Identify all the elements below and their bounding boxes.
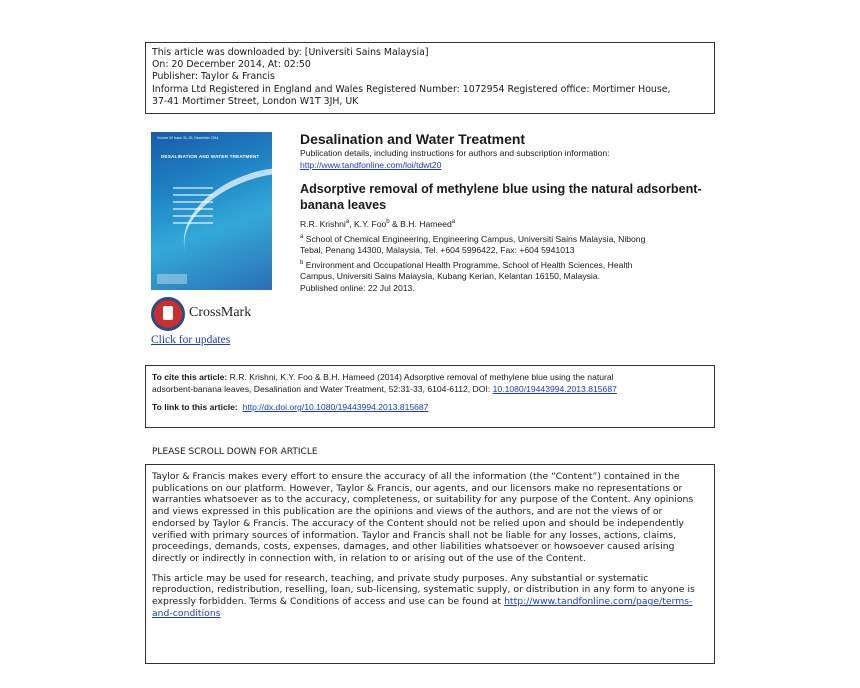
crossmark-icon <box>151 297 185 331</box>
cite-text: To cite this article: R.R. Krishni, K.Y. Foo & B.H. Hameed (2014) Adsorptive removal of methylene blue using the natural adsorbent-banana leaves, Desalination and Water Treatment, 52:31-33, 6104-6112, DOI: 10.1080/19443994.2013.815687 <box>152 372 617 394</box>
disclaimer-paragraph: Taylor & Francis makes every effort to ensure the accuracy of all the information (the “Content”) contained in the publications on our platform. However, Taylor & Francis, our agents, and our licensors make no representations or warranties whatsoever as to the accuracy, completeness, or suitability for any purpose of the Content. Any opinions and views expressed in this publication are the opinions and views of the authors, and are not the views of or endorsed by Taylor & Francis. The accuracy of the Content should not be relied upon and should be independently verified with primary sources of information. Taylor and Francis shall not be liable for any losses, actions, claims, proceedings, demands, costs, expenses, damages, and other liabilities whatsoever or howsoever caused arising directly or indirectly in connection with, in relation to or arising out of the use of the Content. <box>152 471 694 564</box>
cover-publisher-logo <box>157 274 187 284</box>
address-text: 37-41 Mortimer Street, London W1T 3JH, UK <box>152 95 359 107</box>
journal-header <box>300 130 710 294</box>
citation-box <box>145 365 715 428</box>
terms-conditions-link[interactable]: http://www.tandfonline.com/page/terms-and-conditions <box>152 596 693 619</box>
disclaimer-box <box>145 464 715 664</box>
downloaded-by-text: This article was downloaded by: [Universiti Sains Malaysia] <box>152 47 429 58</box>
published-online-text: Published online: 22 Jul 2013. <box>300 282 415 293</box>
download-info-box <box>145 42 715 114</box>
cover-volume-text: Volume 52 Issue 31–33, December 2014 <box>157 136 219 140</box>
journal-url-link[interactable]: http://www.tandfonline.com/loi/tdwt20 <box>300 159 442 170</box>
author-list: R.R. Krishni$^a$, K.Y. Foo$^b$ & B.H. Hameed$^a$ <box>300 219 456 229</box>
publisher-text: Publisher: Taylor & Francis <box>152 71 275 83</box>
journal-title: Desalination and Water Treatment <box>300 131 526 147</box>
cover-contents-lines <box>173 187 213 229</box>
journal-cover-image <box>151 132 272 290</box>
scroll-down-notice: PLEASE SCROLL DOWN FOR ARTICLE <box>152 447 318 457</box>
terms-paragraph: This article may be used for research, teaching, and private study purposes. Any substantial or systematic reproduction, redistribution, reselling, loan, sub-licensing, systematic supply, or distribution in any form to anyone is expressly forbidden. Terms & Conditions of access and use can be found at http://www.tandfonline.com/page/terms-and-conditions <box>152 572 695 619</box>
article-title: Adsorptive removal of methylene blue using the natural adsorbent-banana leaves <box>300 182 702 212</box>
crossmark-badge[interactable] <box>151 297 253 331</box>
doi-link[interactable]: 10.1080/19443994.2013.815687 <box>492 383 617 394</box>
click-for-updates-link[interactable]: Click for updates <box>151 334 231 346</box>
publication-details-text: Publication details, including instructions for authors and subscription information: <box>300 148 610 158</box>
link-to-article: To link to this article: http://dx.doi.org/10.1080/19443994.2013.815687 <box>152 402 429 412</box>
affiliation-a: $^a$ School of Chemical Engineering, Engineering Campus, Universiti Sains Malaysia, Nibong Tebal, Penang 14300, Malaysia, Tel. +604 5996422, Fax: +604 5941013 <box>300 233 646 255</box>
affiliation-b: $^b$ Environment and Occupational Health Programme, School of Health Sciences, Health Campus, Universiti Sains Malaysia, Kubang Kerian, Kelantan 16150, Malaysia. <box>300 259 633 281</box>
article-doi-url-link[interactable]: http://dx.doi.org/10.1080/19443994.2013.815687 <box>242 402 429 412</box>
crossmark-wordmark: CrossMark <box>189 305 252 320</box>
download-date-text: On: 20 December 2014, At: 02:50 <box>152 59 311 71</box>
cover-title-text: DESALINATION AND WATER TREATMENT <box>161 154 260 159</box>
registration-text: Informa Ltd Registered in England and Wales Registered Number: 1072954 Registered office: Mortimer House, <box>152 83 671 95</box>
